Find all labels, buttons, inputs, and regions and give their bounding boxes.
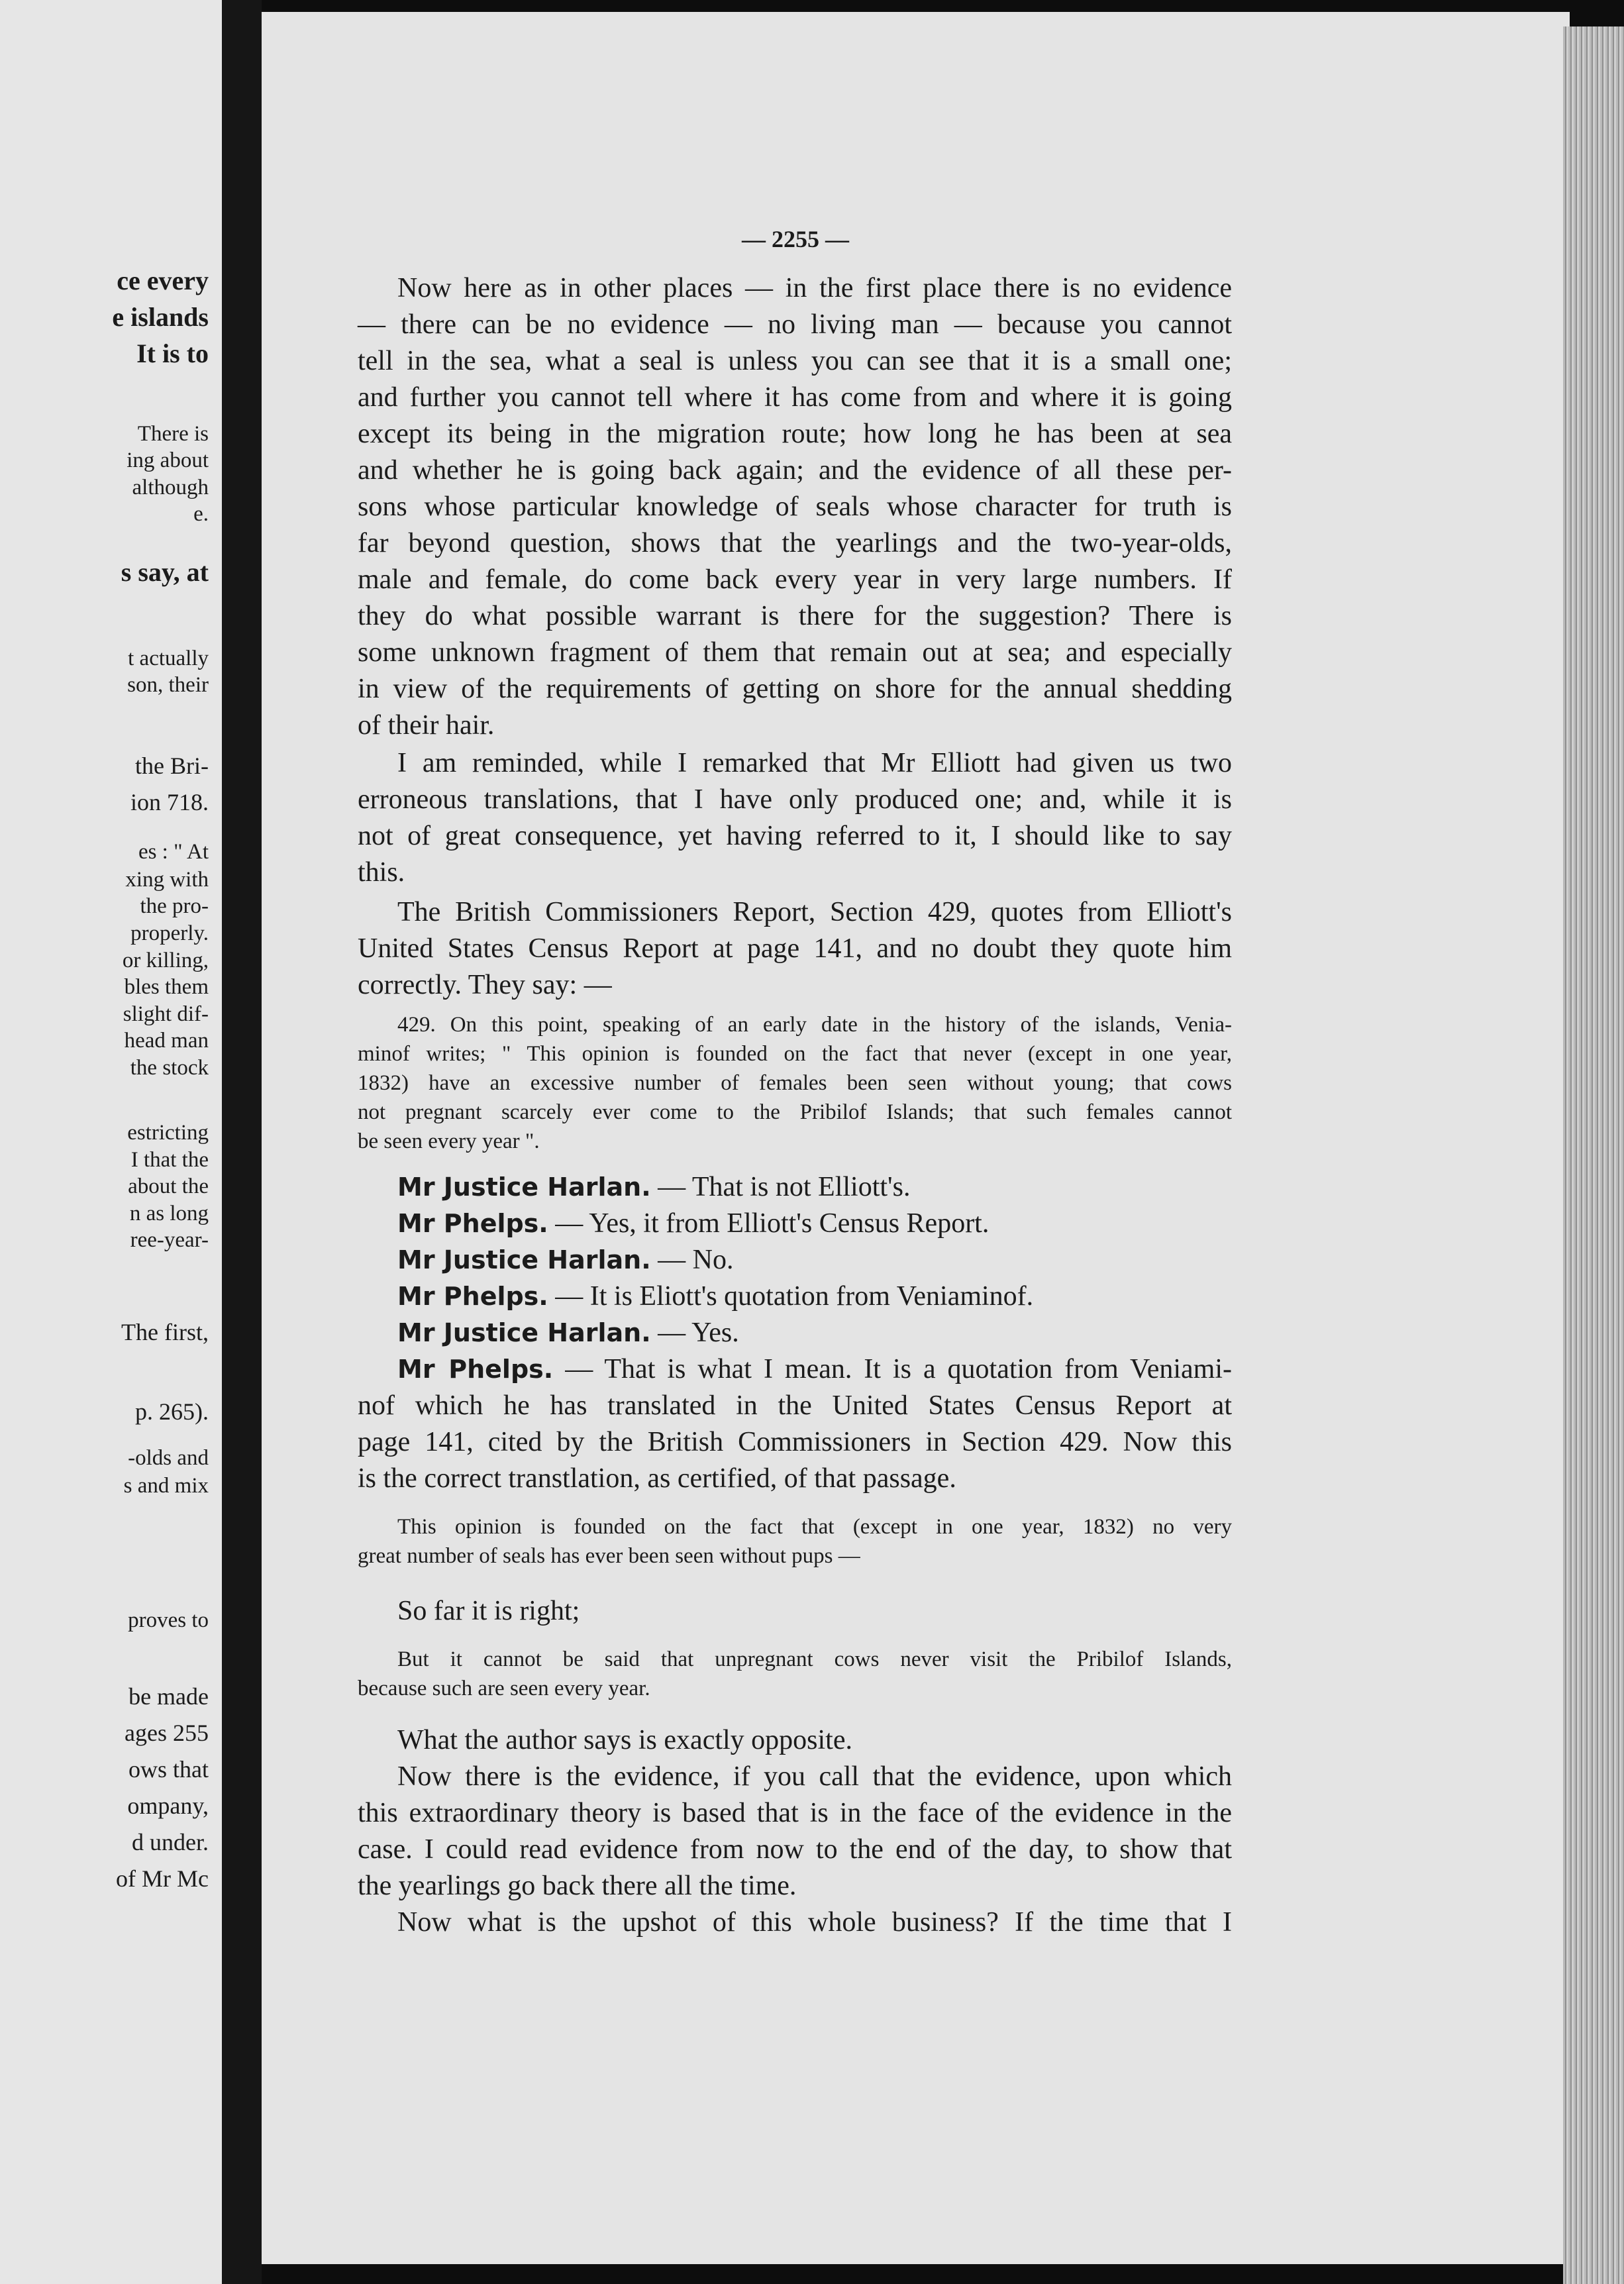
- text-line: of their hair.: [358, 710, 495, 741]
- text-line: Now there is the evidence, if you call that the evidence, upon which: [397, 1761, 1232, 1792]
- facing-line: the pro-: [140, 894, 209, 918]
- facing-line: ree-year-: [130, 1228, 209, 1252]
- text-line: this.: [358, 857, 405, 888]
- quote-line: This opinion is founded on the fact that (except in one year, 1832) no very: [397, 1515, 1232, 1539]
- facing-line: properly.: [130, 921, 209, 945]
- text-line: except its being in the migration route; how long he has been at sea: [358, 419, 1232, 449]
- speaker: Mr Justice Harlan.: [397, 1318, 651, 1347]
- utterance: — It is Eliott's quotation from Veniaminof.: [548, 1281, 1034, 1312]
- facing-line: ce every: [117, 266, 209, 295]
- facing-line: although: [132, 476, 209, 499]
- quote-line: because such are seen every year.: [358, 1677, 650, 1700]
- facing-line: ages 255: [125, 1720, 209, 1746]
- facing-line: There is: [137, 422, 209, 446]
- facing-line: -olds and: [128, 1446, 209, 1470]
- facing-line: ows that: [128, 1756, 209, 1783]
- facing-line: the Bri-: [135, 753, 209, 779]
- text-line: Now what is the upshot of this whole business? If the time that I: [397, 1907, 1232, 1938]
- text-line: Now here as in other places — in the first place there is no evidence: [397, 273, 1232, 303]
- facing-line: It is to: [136, 338, 209, 368]
- text-line: What the author says is exactly opposite.: [397, 1725, 852, 1755]
- paragraph-final: [358, 1759, 1232, 1941]
- utterance: — No.: [650, 1245, 734, 1275]
- text-line: far beyond question, shows that the yearlings and the two-year-olds,: [358, 528, 1232, 558]
- facing-line: proves to: [128, 1608, 209, 1632]
- text-line: some unknown fragment of them that remain out at sea; and especially: [358, 637, 1232, 668]
- facing-line: I that the: [130, 1148, 209, 1172]
- text-line: not of great consequence, yet having referred to it, I should like to say: [358, 821, 1232, 851]
- book-gutter: [222, 0, 262, 2284]
- text-line: nof which he has translated in the United States Census Report at: [358, 1390, 1232, 1421]
- facing-line: The first,: [121, 1319, 209, 1345]
- dialogue-line: [358, 1206, 1232, 1242]
- text-line: is the correct transtlation, as certified, of that passage.: [358, 1463, 956, 1494]
- facing-line: s say, at: [121, 557, 209, 587]
- quote-line: 1832) have an excessive number of females been seen without young; that cows: [358, 1071, 1232, 1095]
- text-line: and further you cannot tell where it has come from and where it is going: [358, 382, 1232, 413]
- quote-line: 429. On this point, speaking of an early date in the history of the islands, Venia-: [397, 1013, 1232, 1037]
- dialogue-line: [358, 1278, 1232, 1315]
- text-line: So far it is right;: [397, 1596, 580, 1626]
- text-line: sons whose particular knowledge of seals whose character for truth is: [358, 492, 1232, 522]
- quote-line: not pregnant scarcely ever come to the Pribilof Islands; that such females cannot: [358, 1100, 1232, 1124]
- text-line: and whether he is going back again; and the evidence of all these per-: [358, 455, 1232, 486]
- dialogue-line: [358, 1169, 1232, 1206]
- block-quote-429: [358, 1010, 1232, 1156]
- text-line: erroneous translations, that I have only produced one; and, while it is: [358, 784, 1232, 815]
- facing-line: be made: [128, 1683, 209, 1710]
- facing-line: of Mr Mc: [116, 1865, 209, 1892]
- facing-line: son, their: [127, 673, 209, 697]
- dialogue: [358, 1169, 1232, 1497]
- page-number: — 2255 —: [742, 226, 849, 252]
- utterance: — That is not Elliott's.: [650, 1172, 911, 1202]
- paragraph-2: [358, 745, 1232, 891]
- quote-line: be seen every year ".: [358, 1129, 540, 1153]
- page-edges: [1563, 26, 1624, 2284]
- facing-line: e.: [193, 502, 209, 526]
- speaker: Mr Phelps.: [397, 1209, 548, 1238]
- facing-line: t actually: [128, 647, 209, 670]
- utterance: — That is what I mean. It is a quotation from Veniami-: [553, 1354, 1232, 1384]
- facing-line: p. 265).: [135, 1398, 209, 1425]
- dialogue-line: [358, 1242, 1232, 1278]
- block-quote-3: [358, 1645, 1232, 1703]
- facing-line: es : " At: [138, 840, 209, 864]
- facing-line: d under.: [132, 1829, 209, 1855]
- text-line: this extraordinary theory is based that is in the face of the evidence in the: [358, 1798, 1232, 1828]
- text-line: the yearlings go back there all the time.: [358, 1871, 797, 1901]
- facing-line: ompany,: [127, 1792, 209, 1819]
- text-line: case. I could read evidence from now to the end of the day, to show that: [358, 1834, 1232, 1865]
- text-line: in view of the requirements of getting on shore for the annual shedding: [358, 674, 1232, 704]
- facing-line: or killing,: [122, 949, 209, 972]
- facing-line: slight dif-: [123, 1002, 209, 1026]
- text-line: United States Census Report at page 141, and no doubt they quote him: [358, 933, 1232, 964]
- facing-line: ing about: [127, 448, 209, 472]
- facing-line: the stock: [130, 1056, 209, 1080]
- facing-line: n as long: [129, 1202, 209, 1225]
- dialogue-line: [358, 1315, 1232, 1351]
- author-line: [358, 1722, 1232, 1759]
- facing-line: head man: [124, 1029, 209, 1053]
- paragraph-1: [358, 270, 1232, 744]
- quote-line: But it cannot be said that unpregnant cows never visit the Pribilof Islands,: [397, 1647, 1232, 1671]
- text-line: tell in the sea, what a seal is unless you can see that it is a small one;: [358, 346, 1232, 376]
- facing-page: [0, 0, 222, 2284]
- block-quote-2: [358, 1512, 1232, 1571]
- text-line: they do what possible warrant is there for the suggestion? There is: [358, 601, 1232, 631]
- utterance: — Yes.: [650, 1318, 739, 1348]
- text-line: I am reminded, while I remarked that Mr Elliott had given us two: [397, 748, 1232, 778]
- facing-line: s and mix: [123, 1474, 209, 1498]
- dialogue-line: [358, 1351, 1232, 1388]
- speaker: Mr Justice Harlan.: [397, 1245, 651, 1274]
- speaker: Mr Justice Harlan.: [397, 1172, 651, 1202]
- text-line: correctly. They say: —: [358, 970, 612, 1000]
- facing-line: bles them: [124, 975, 209, 999]
- speaker: Mr Phelps.: [397, 1282, 548, 1311]
- utterance: — Yes, it from Elliott's Census Report.: [548, 1208, 990, 1239]
- quote-line: great number of seals has ever been seen without pups —: [358, 1544, 860, 1568]
- facing-line: ion 718.: [130, 789, 209, 815]
- text-line: — there can be no evidence — no living man — because you cannot: [358, 309, 1232, 340]
- speaker: Mr Phelps.: [397, 1355, 554, 1384]
- facing-line: estricting: [127, 1121, 209, 1145]
- paragraph-3: [358, 894, 1232, 1004]
- quote-line: minof writes; " This opinion is founded on the fact that never (except in one year,: [358, 1042, 1232, 1066]
- facing-line: e islands: [112, 302, 209, 332]
- so-far-line: [358, 1593, 1232, 1630]
- facing-line: xing with: [125, 868, 209, 892]
- text-line: male and female, do come back every year in very large numbers. If: [358, 564, 1232, 595]
- text-line: The British Commissioners Report, Section 429, quotes from Elliott's: [397, 897, 1232, 927]
- text-line: page 141, cited by the British Commissioners in Section 429. Now this: [358, 1427, 1232, 1457]
- facing-line: about the: [128, 1174, 209, 1198]
